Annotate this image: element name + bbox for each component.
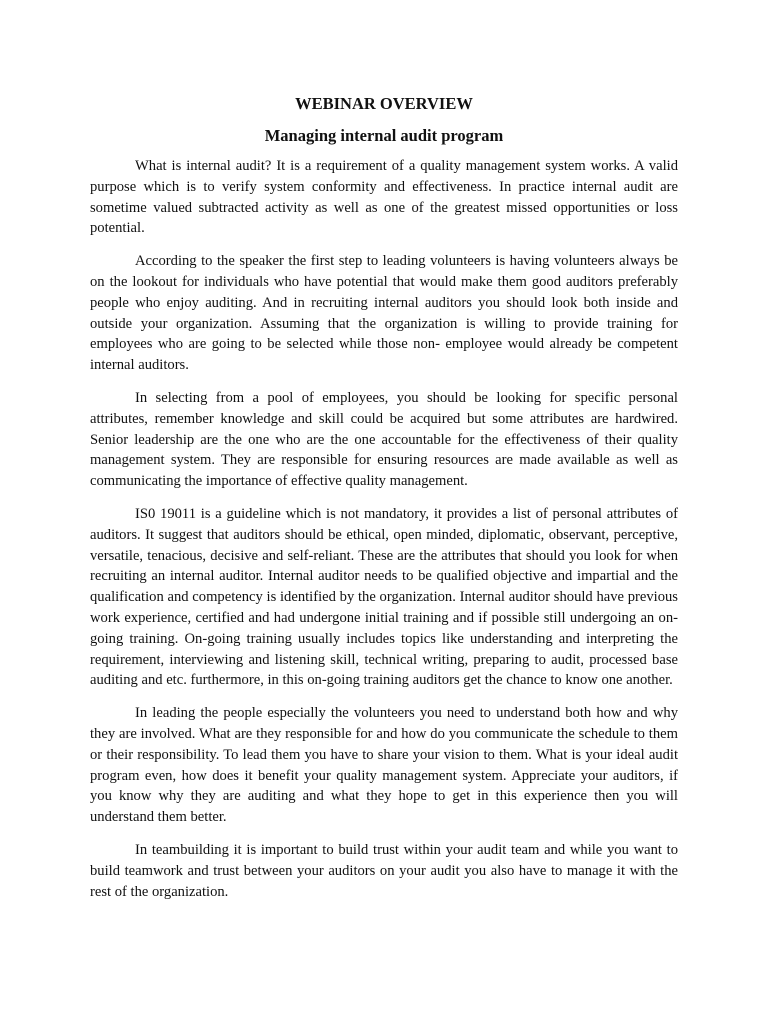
document-title: WEBINAR OVERVIEW [295,94,473,113]
paragraph-3: In selecting from a pool of employees, you should be looking for specific personal attributes, remember knowledge and skill could be acquired but some attributes are hardwired. Senior leadership are the one who are the one accountable for the effectiveness of their quality management system. They are responsible for ensuring resources are made available as well as communicating the importance of effective quality management. [90,389,678,490]
paragraph-4: IS0 19011 is a guideline which is not mandatory, it provides a list of personal attributes of auditors. It suggest that auditors should be ethical, open minded, diplomatic, observant, perceptive, versatile, tenacious, decisive and self-reliant. These are the attributes that should you look for when recruiting an internal auditor. Internal auditor needs to be qualified objective and impartial and the qualification and competency is identified by the organization. Internal auditor should have previous work experience, certified and had undergone initial training and if possible still undergoing an on-going training. On-going training usually includes topics like understanding and interpreting the requirement, interviewing and listening skill, technical writing, preparing to audit, processed base auditing and etc. furthermore, in this on-going training auditors get the chance to know one another. [90,505,678,689]
paragraph-2: According to the speaker the first step to leading volunteers is having volunteers always be on the lookout for individuals who have potential that would make them good auditors preferably people who enjoy auditing. And in recruiting internal auditors you should look both inside and outside your organization. Assuming that the organization is willing to provide training for employees who are going to be selected while those non- employee would already be competent internal auditors. [90,253,678,374]
document-page [90,94,678,914]
paragraph-1: What is internal audit? It is a requirement of a quality management system works. A valid purpose which is to verify system conformity and effectiveness. In practice internal audit are sometime valued subtracted activity as well as one of the greatest missed opportunities or loss potential. [90,158,678,237]
paragraph-6: In teambuilding it is important to build trust within your audit team and while you want to build teamwork and trust between your auditors on your audit you also have to manage it with the rest of the organization. [90,841,678,900]
paragraph-5: In leading the people especially the volunteers you need to understand both how and why they are involved. What are they responsible for and how do you communicate the schedule to them or their responsibility. To lead them you have to share your vision to them. What is your ideal audit program even, how does it benefit your quality management system. Appreciate your auditors, if you know why they are auditing and what they hope to get in this experience then you will understand them better. [90,705,678,826]
document-subtitle: Managing internal audit program [264,126,504,145]
